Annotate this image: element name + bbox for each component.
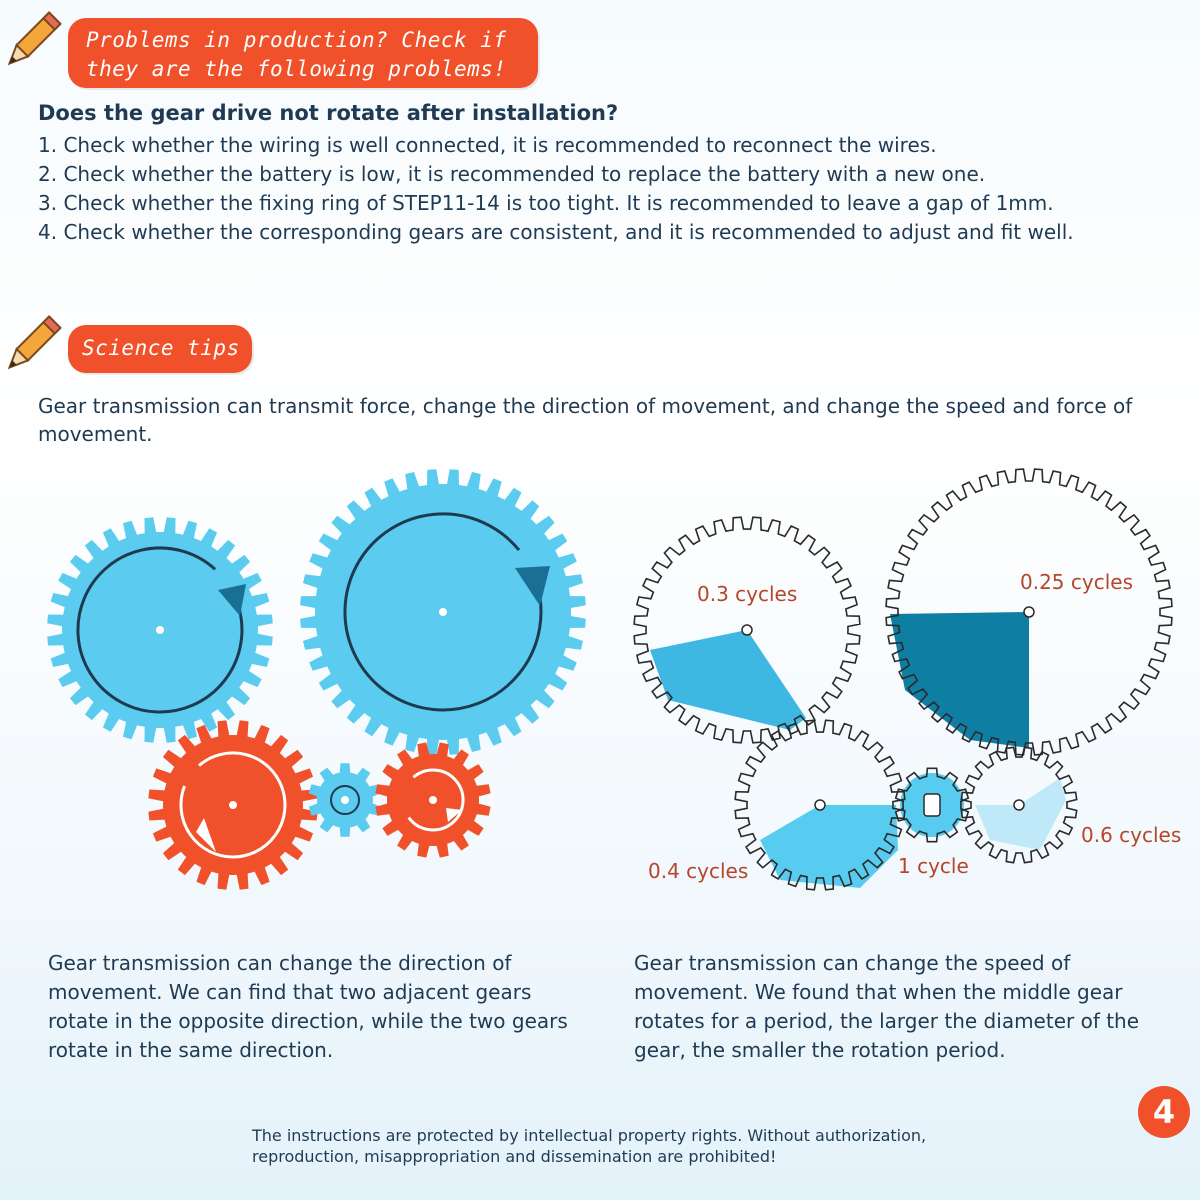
direction-caption: Gear transmission can change the direction of movement. We can find that two adjacent gears rotate in the opposite direction, while the two gears rotate in the same direction.	[48, 951, 568, 1062]
problem-item: 1. Check whether the wiring is well connected, it is recommended to reconnect the wires.	[38, 133, 937, 157]
cycle-label-gear-c: 0.4 cycles	[648, 859, 749, 883]
footer-line1: The instructions are protected by intellectual property rights. Without authorization,	[252, 1126, 927, 1145]
cycle-label-gear-a: 0.3 cycles	[697, 582, 798, 606]
problems-tag-line2: they are the following problems!	[86, 57, 507, 81]
copyright-footer	[252, 1125, 926, 1167]
problems-question: Does the gear drive not rotate after installation?	[38, 101, 619, 125]
cycle-label-gear-e: 0.6 cycles	[1081, 823, 1182, 847]
science-intro: Gear transmission can transmit force, change the direction of movement, and change the speed and force of movement.	[38, 394, 1133, 446]
problem-item: 4. Check whether the corresponding gears are consistent, and it is recommended to adjust and fit well.	[38, 220, 1074, 244]
problem-item: 2. Check whether the battery is low, it is recommended to replace the battery with a new one.	[38, 162, 986, 186]
science-tips-tag: Science tips	[68, 325, 252, 373]
page-number-badge: 4	[1138, 1086, 1190, 1138]
footer-line2: reproduction, misappropriation and dissemination are prohibited!	[252, 1147, 777, 1166]
cycle-label-gear-d: 1 cycle	[898, 854, 969, 878]
cycle-label-gear-b: 0.25 cycles	[1020, 570, 1133, 594]
speed-caption: Gear transmission can change the speed of movement. We found that when the middle gear rotates for a period, the larger the diameter of the gear, the smaller the rotation period.	[634, 951, 1140, 1062]
problem-item: 3. Check whether the fixing ring of STEP11-14 is too tight. It is recommended to leave a gap of 1mm.	[38, 191, 1054, 215]
problems-tag-line1: Problems in production? Check if	[86, 28, 507, 52]
